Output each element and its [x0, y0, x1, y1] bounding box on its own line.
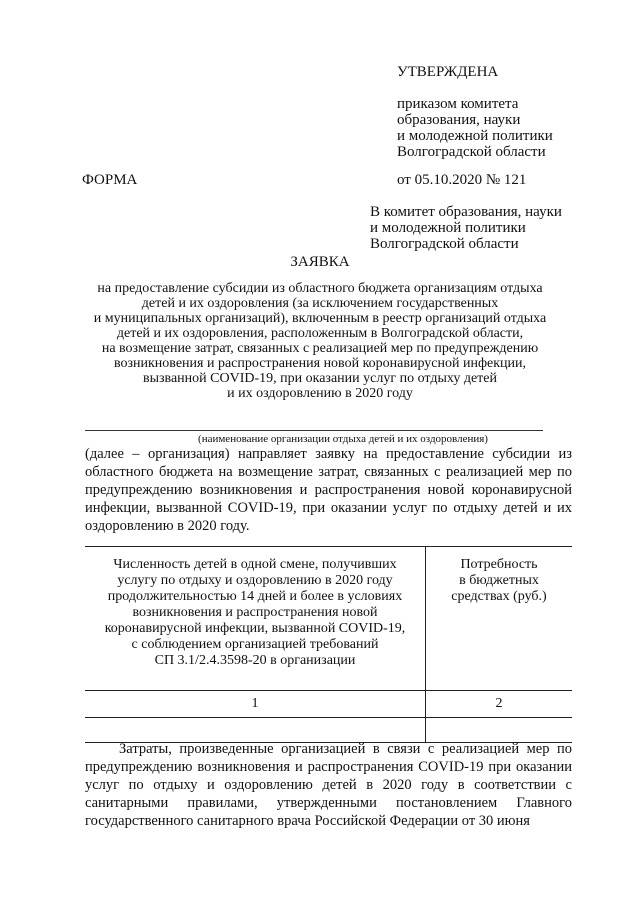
- subtitle-line: и их оздоровлению в 2020 году: [227, 386, 413, 401]
- table-header-row: [85, 547, 572, 691]
- org-name-fill-line: [85, 430, 543, 431]
- table-row-empty: [85, 718, 572, 743]
- header-children-count: Численность детей в одной смене, получивших услугу по отдыху и оздоровлению в 2020 году продолжительностью 14 дней и более в условиях возникновения и распространения новой коронавирусной инфекции, вызванной COVID-19, с соблюдением организацией требований СП 3.1/2.4.3598-20 в организации: [85, 547, 426, 691]
- table-row-column-numbers: [85, 691, 572, 718]
- subtitle-line: на предоставление субсидии из областного бюджета организациям отдыха: [97, 281, 543, 296]
- subtitle-line: вызванной COVID-19, при оказании услуг по отдыху детей: [142, 371, 497, 386]
- approval-line: Волгоградской области: [397, 144, 546, 160]
- addressee-line: В комитет образования, науки: [370, 204, 562, 220]
- form-label: ФОРМА: [82, 172, 138, 188]
- subtitle-line: на возмещение затрат, связанных с реализацией мер по предупреждению: [101, 341, 539, 356]
- subtitle-line: детей и их оздоровления (за исключением государственных: [141, 296, 499, 311]
- header-budget-need: Потребность в бюджетных средствах (руб.): [426, 547, 573, 691]
- costs-paragraph: Затраты, произведенные организацией в связи с реализацией мер по предупреждению возникновения и распространения COVID-19 при оказании услуг по отдыху и оздоровлению детей в 2020 году в соответствии с санитарными правилами, утвержденными постановлением Главного государственного санитарного врача Российской Федерации от 30 июня: [85, 741, 572, 829]
- document-subtitle: [70, 281, 570, 401]
- approval-status: УТВЕРЖДЕНА: [397, 64, 499, 80]
- document-title: ЗАЯВКА: [290, 254, 350, 270]
- subtitle-line: и муниципальных организаций), включенным в реестр организаций отдыха: [93, 311, 547, 326]
- approval-line: и молодежной политики: [397, 128, 553, 144]
- budget-need-cell: [426, 718, 573, 743]
- approval-line: приказом комитета: [397, 96, 519, 112]
- addressee-block: [370, 204, 620, 252]
- column-number-2: 2: [426, 691, 573, 718]
- addressee-line: Волгоградской области: [370, 236, 519, 252]
- org-name-caption: (наименование организации отдыха детей и их оздоровления): [198, 433, 488, 445]
- column-number-1: 1: [85, 691, 426, 718]
- approval-line: образования, науки: [397, 112, 521, 128]
- children-count-cell: [85, 718, 426, 743]
- subtitle-line: детей и их оздоровления, расположенным в Волгоградской области,: [116, 326, 524, 341]
- subsidy-table: [85, 546, 572, 743]
- application-paragraph: (далее – организация) направляет заявку на предоставление субсидии из областного бюджета на возмещение затрат, связанных с реализацией мер по предупреждению возникновения и распространения новой коронавирусной инфекции, вызванной COVID-19, при оказании услуг по отдыху детей и их оздоровлению в 2020 году.: [85, 446, 572, 534]
- addressee-line: и молодежной политики: [370, 220, 526, 236]
- approval-block: [397, 64, 627, 188]
- subtitle-line: возникновения и распространения новой коронавирусной инфекции,: [113, 356, 527, 371]
- approval-date: от 05.10.2020 № 121: [397, 172, 527, 188]
